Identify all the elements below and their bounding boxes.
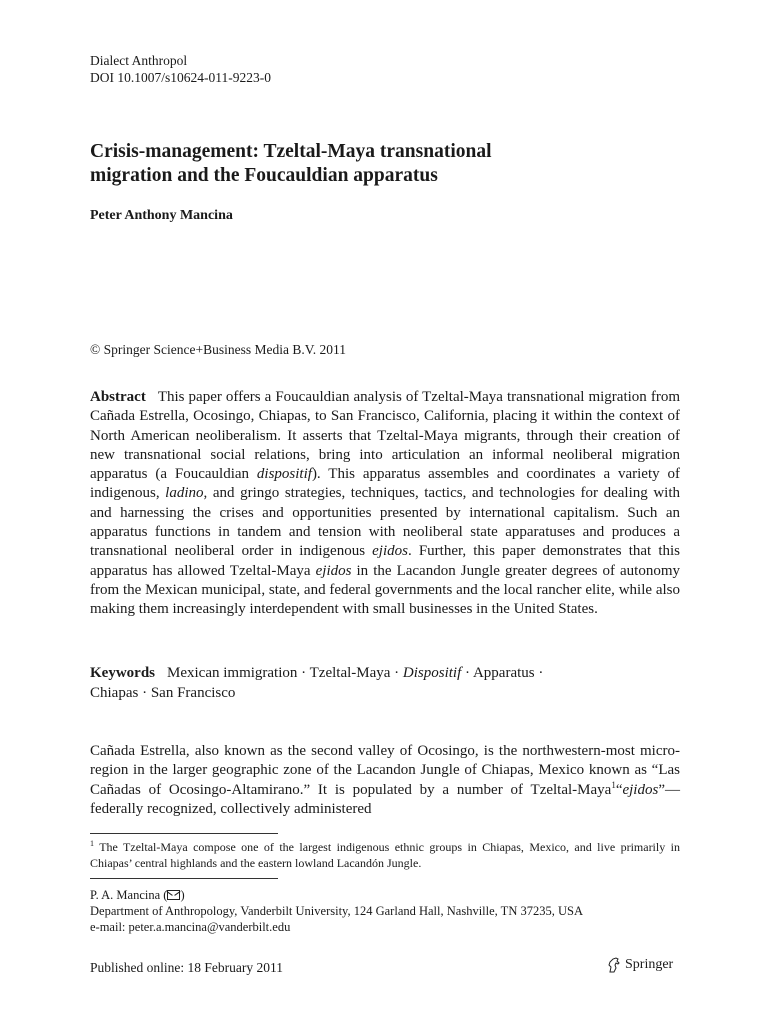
author-name: Peter Anthony Mancina — [90, 208, 233, 223]
contact-name-end: ) — [180, 888, 185, 902]
footnote-divider — [90, 833, 278, 834]
body-paragraph — [90, 742, 680, 819]
abstract-text-2: ). This apparatus assembles and coordinates a variety of indigenous, — [90, 466, 680, 502]
keyword-1: Mexican immigration — [167, 665, 298, 681]
contact-affiliation: Department of Anthropology, Vanderbilt University, 124 Garland Hall, Nashville, TN 37235, USA — [90, 903, 583, 918]
paper-title — [90, 140, 492, 188]
journal-header — [90, 52, 271, 86]
footnote-text: The Tzeltal-Maya compose one of the largest indigenous ethnic groups in Chiapas, Mexico, and live primarily in Chiapas’ central highlands and the eastern lowland Lacandón Jungle. — [90, 840, 680, 870]
abstract-term-3: ejidos — [372, 543, 408, 560]
abstract — [90, 388, 680, 620]
keyword-separator: · — [297, 665, 310, 681]
keyword-separator: · — [461, 665, 473, 681]
contact-email[interactable]: e-mail: peter.a.mancina@vanderbilt.edu — [90, 919, 291, 934]
body-text-2: “ — [615, 781, 623, 798]
envelope-icon[interactable] — [167, 890, 180, 900]
abstract-term-4: ejidos — [315, 562, 352, 579]
publisher-name: Springer — [625, 957, 674, 972]
springer-horse-icon — [607, 957, 621, 973]
keyword-6: San Francisco — [150, 684, 236, 701]
contact-divider — [90, 878, 278, 879]
abstract-term-1: dispositif — [256, 466, 312, 483]
body-term: ejidos — [622, 781, 659, 798]
footnote — [90, 840, 680, 871]
title-line-2: migration and the Foucauldian apparatus — [90, 165, 438, 186]
keywords — [90, 664, 680, 703]
doi: DOI 10.1007/s10624-011-9223-0 — [90, 70, 271, 85]
body-text-3: ”—federally recognized, collectively administered — [90, 781, 680, 817]
keyword-separator: · — [390, 665, 403, 681]
abstract-text-1: This paper offers a Foucauldian analysis of Tzeltal-Maya transnational migration from Cañada Estrella, Ocosingo, Chiapas, to San Francisco, California, placing it within the context of North American neoliberalism. It asserts that Tzeltal-Maya migrants, through their creation of new transnational social relations, bring into articulation an informal neoliberal migration apparatus (a Foucauldian — [90, 389, 680, 483]
publisher-logo — [607, 957, 673, 973]
footnote-reference[interactable]: 1 — [611, 779, 616, 790]
keyword-separator: · — [534, 665, 544, 681]
contact-info — [90, 888, 690, 935]
keywords-label: Keywords — [90, 665, 155, 681]
body-text-1: Cañada Estrella, also known as the second valley of Ocosingo, is the northwestern-most micro-region in the larger geographic zone of the Lacandon Jungle of Chiapas, Mexico known as “Las Cañadas of Ocosingo-Altamirano.” It is populated by a number of Tzeltal-Maya — [90, 743, 680, 798]
abstract-text-5: in the Lacandon Jungle greater degrees of autonomy from the Mexican municipal, state, and federal governments and the local rancher elite, while also making them increasingly interdependent with small businesses in the United States. — [90, 562, 680, 618]
copyright-notice: © Springer Science+Business Media B.V. 2011 — [90, 342, 346, 357]
published-date: Published online: 18 February 2011 — [90, 960, 283, 975]
abstract-text-4: . Further, this paper demonstrates that this apparatus has allowed Tzeltal-Maya — [90, 543, 680, 579]
journal-name: Dialect Anthropol — [90, 53, 188, 68]
keyword-3: Dispositif — [402, 665, 462, 681]
keyword-2: Tzeltal-Maya — [309, 665, 391, 681]
keyword-separator: · — [138, 684, 151, 701]
abstract-label: Abstract — [90, 389, 146, 405]
keyword-4: Apparatus — [472, 665, 535, 681]
contact-name-line — [90, 888, 690, 904]
title-line-1: Crisis-management: Tzeltal-Maya transnational — [90, 141, 492, 162]
abstract-text-3: , and gringo strategies, techniques, tactics, and technologies for dealing with and harnessing the crises and opportunities presented by international capitalism. Such an apparatus functions in tandem and tension with neoliberal state apparatuses and produces a transnational neoliberal order in indigenous — [90, 485, 680, 560]
footnote-number: 1 — [90, 839, 94, 848]
keyword-5: Chiapas — [90, 684, 139, 701]
abstract-term-2: ladino — [165, 485, 204, 502]
contact-name: P. A. Mancina ( — [90, 888, 168, 902]
